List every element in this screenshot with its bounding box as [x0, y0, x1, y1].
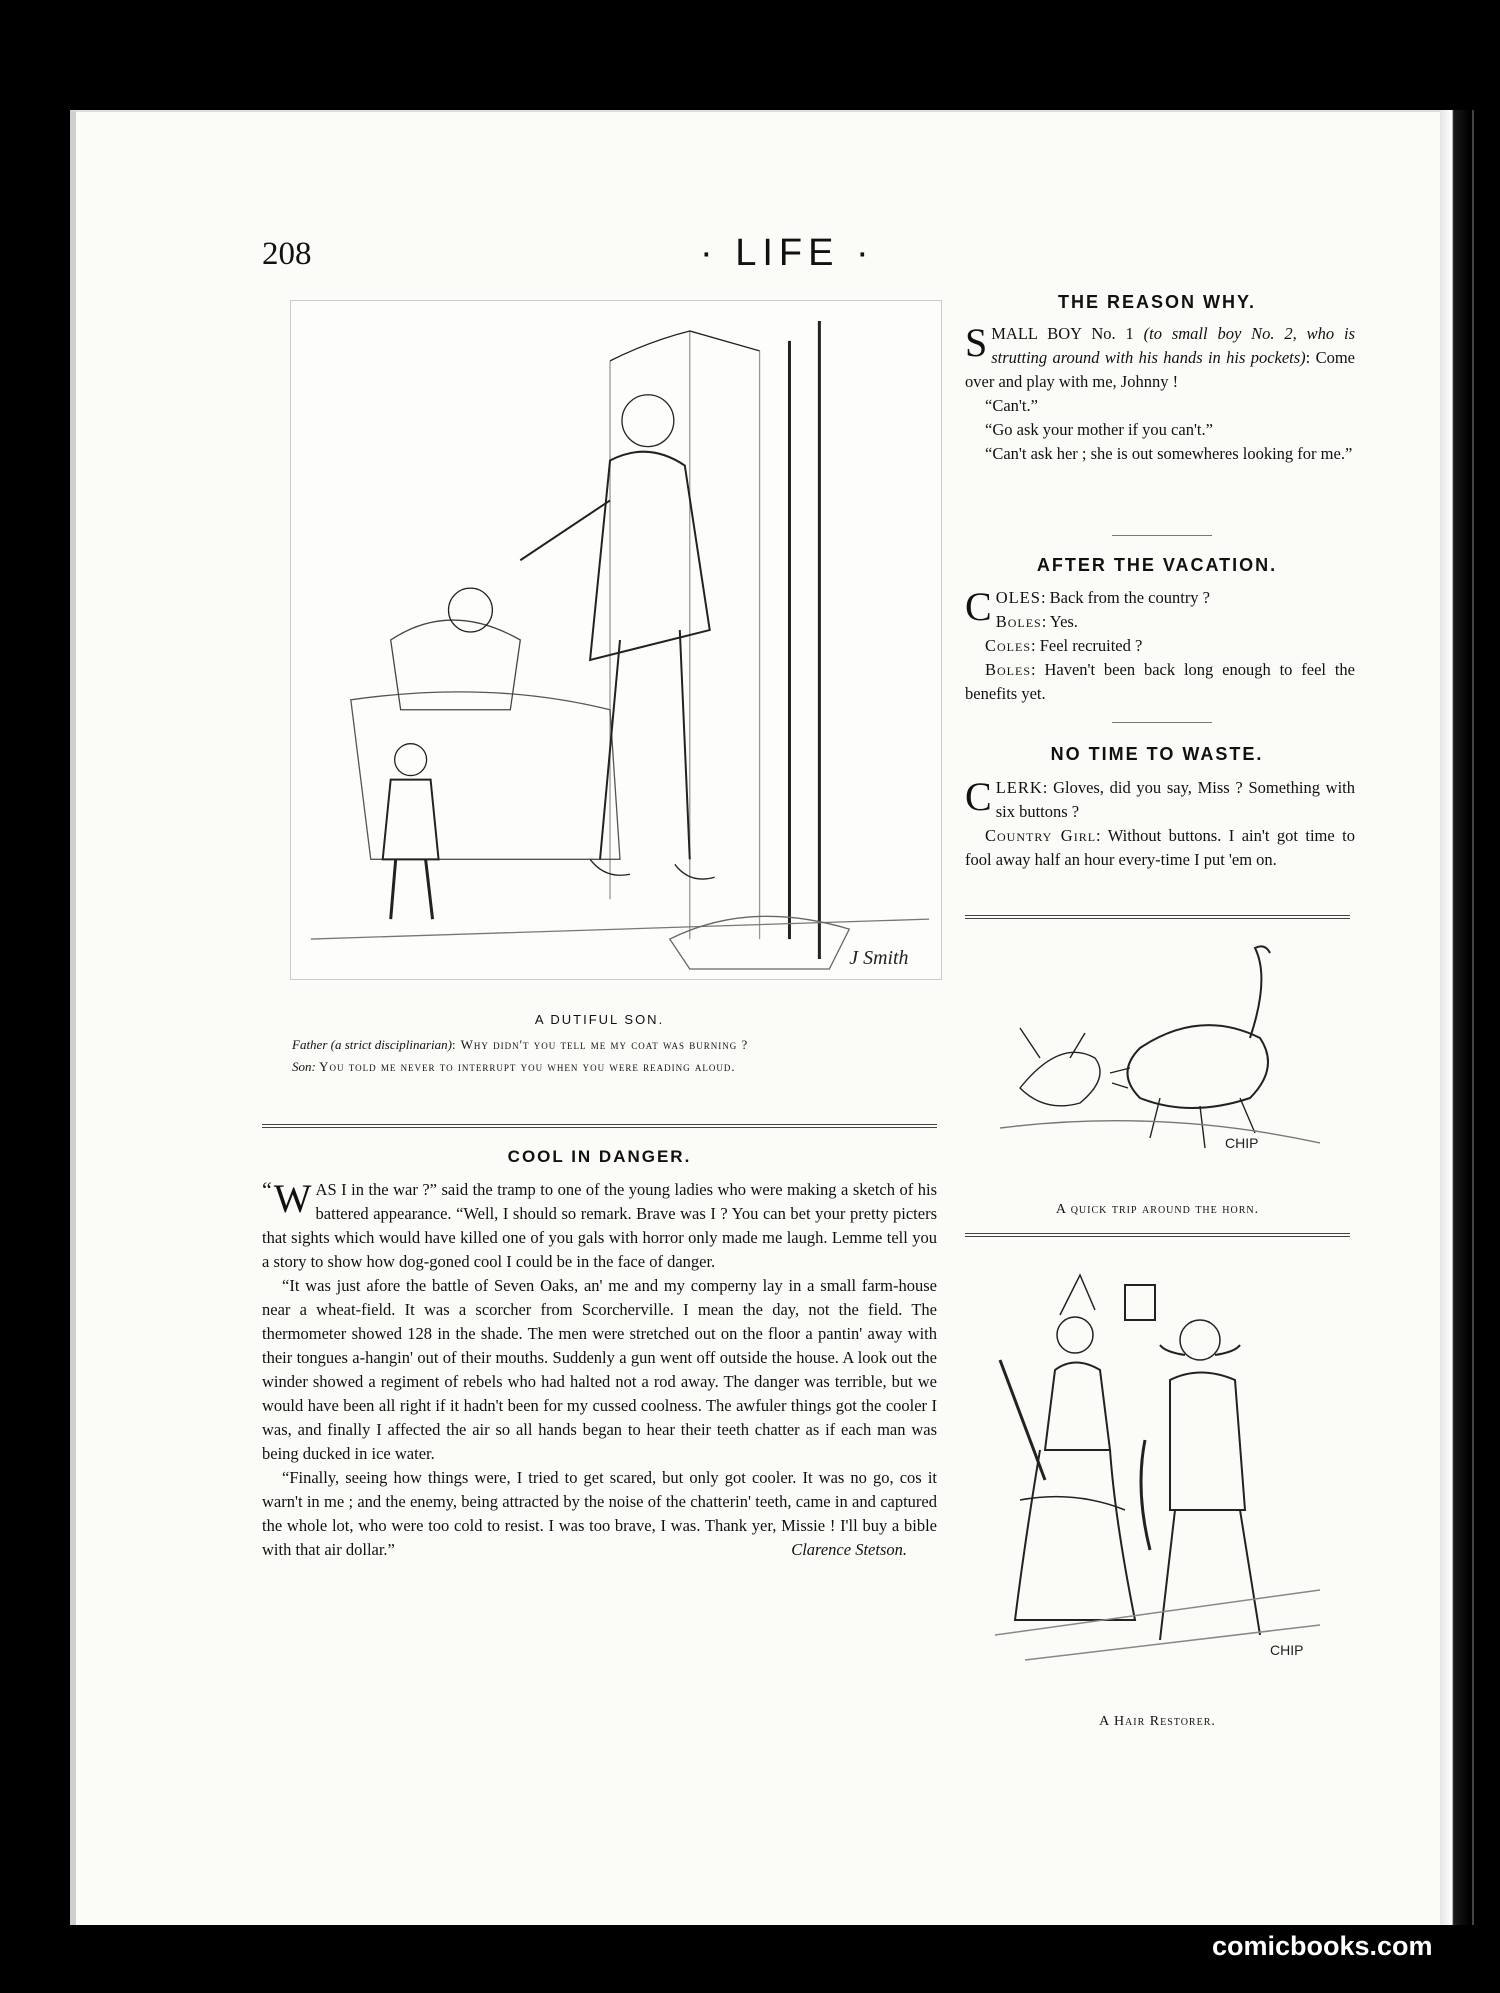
- hair-restorer-illustration: [985, 1260, 1330, 1680]
- dialog-line-father: Father (a strict disciplinarian): Why didn't you tell me my coat was burning ?: [292, 1037, 749, 1052]
- after-vacation-title: AFTER THE VACATION.: [1036, 555, 1278, 575]
- hair-restorer-caption: A Hair Restorer.: [1099, 1714, 1216, 1729]
- cool-in-danger-story: [262, 1178, 937, 1562]
- dialog-line-son: Son: You told me never to interrupt you when you were reading aloud.: [292, 1059, 736, 1074]
- reason-why-text: SMALL BOY No. 1 (to small boy No. 2, who is strutting around with his hands in his pockets): Come over and play with me, Johnny ! “Can't.” “Go ask your mother if you can't.” “Can't ask her ; she is out somewheres looking for me.”: [965, 320, 1355, 463]
- cartoon-signature: J Smith: [849, 947, 909, 970]
- story-paragraph-2: “It was just afore the battle of Seven Oaks, an' me and my comperny lay in a small farm-house near a wheat-field. It was a scorcher from Scorcherville. I mean the day, not the field. The thermometer showed 128 in the shade. The men were stretched out on the floor a pantin' away with their tongues a-hangin' out of their mouths. Suddenly a gun went off outside the house. A look out the winder showed a regiment of rebels who had halted not a rod away. The danger was terrible, but we would have been all right if it hadn't been for my cussed coolness. The awfuler things got the cooler I was, and finally I affected the air so all hands began to hear their teeth chatter as if each man was being ducked in ice water.: [262, 1276, 937, 1463]
- no-time-title: NO TIME TO WASTE.: [1050, 744, 1264, 764]
- reason-why-drop-cap: S: [965, 320, 988, 365]
- dutiful-son-drawing: [291, 301, 941, 979]
- spine-edge: [1472, 110, 1474, 1925]
- hair-cartoon-signature: CHIP: [1270, 1642, 1304, 1658]
- divider-short-1: [1112, 535, 1212, 536]
- section-divider: [262, 1124, 937, 1128]
- story-paragraph-1: “ W AS I in the war ?” said the tramp to one of the young ladies who were making a sketch of his battered appearance. “Well, I should so remark. Brave was I ? You can bet your pretty picters that sights which would have killed one of you gals with horror only made me laugh. Lemme tell you a story to show how dog-goned cool I could be in the face of danger.: [262, 1176, 937, 1271]
- bull-cartoon-caption: A quick trip around the horn.: [1055, 1202, 1260, 1217]
- divider-before-hair: [965, 1233, 1350, 1237]
- hair-restorer-drawing: [985, 1260, 1330, 1680]
- cool-in-danger-title: COOL IN DANGER.: [507, 1147, 692, 1166]
- masthead-title: · LIFE ·: [700, 232, 875, 274]
- dutiful-son-caption-title: A DUTIFUL SON.: [534, 1012, 665, 1027]
- no-time-drop-cap: C: [965, 774, 992, 819]
- site-watermark: comicbooks.com: [1212, 1931, 1433, 1961]
- reason-why-title: THE REASON WHY.: [1057, 292, 1256, 312]
- page-spine: [1440, 110, 1470, 1925]
- story-paragraph-3: “Finally, seeing how things were, I tried to get scared, but only got cooler. It was no go, cos it warn't in me ; and the enemy, being attracted by the noise of the chatterin' teeth, came in and captured the whole lot, who were too cold to resist. I was too brave, I was. Thank yer, Missie ! I'll buy a bible with that air dollar.” Clarence Stetson.: [262, 1466, 937, 1562]
- bull-cartoon-signature: CHIP: [1225, 1135, 1259, 1151]
- after-vacation-drop-cap: C: [965, 584, 992, 629]
- story-drop-cap: W: [273, 1176, 312, 1221]
- divider-before-bull: [965, 915, 1350, 919]
- page-number: 208: [262, 236, 312, 272]
- no-time-text: CLERK: Gloves, did you say, Miss ? Something with six buttons ? Country Girl: Without buttons. I ain't got time to fool away half an hour every-time I put 'em on.: [965, 774, 1355, 869]
- dutiful-son-dialog: [262, 1034, 937, 1078]
- divider-short-2: [1112, 722, 1212, 723]
- bull-cartoon-illustration: [1000, 938, 1320, 1168]
- dutiful-son-illustration: [290, 300, 942, 980]
- bull-cartoon-drawing: [1000, 938, 1320, 1168]
- story-author: Clarence Stetson.: [791, 1540, 907, 1559]
- after-vacation-text: COLES: Back from the country ? Boles: Yes. Coles: Feel recruited ? Boles: Haven't been back long enough to feel the benefits yet.: [965, 584, 1355, 703]
